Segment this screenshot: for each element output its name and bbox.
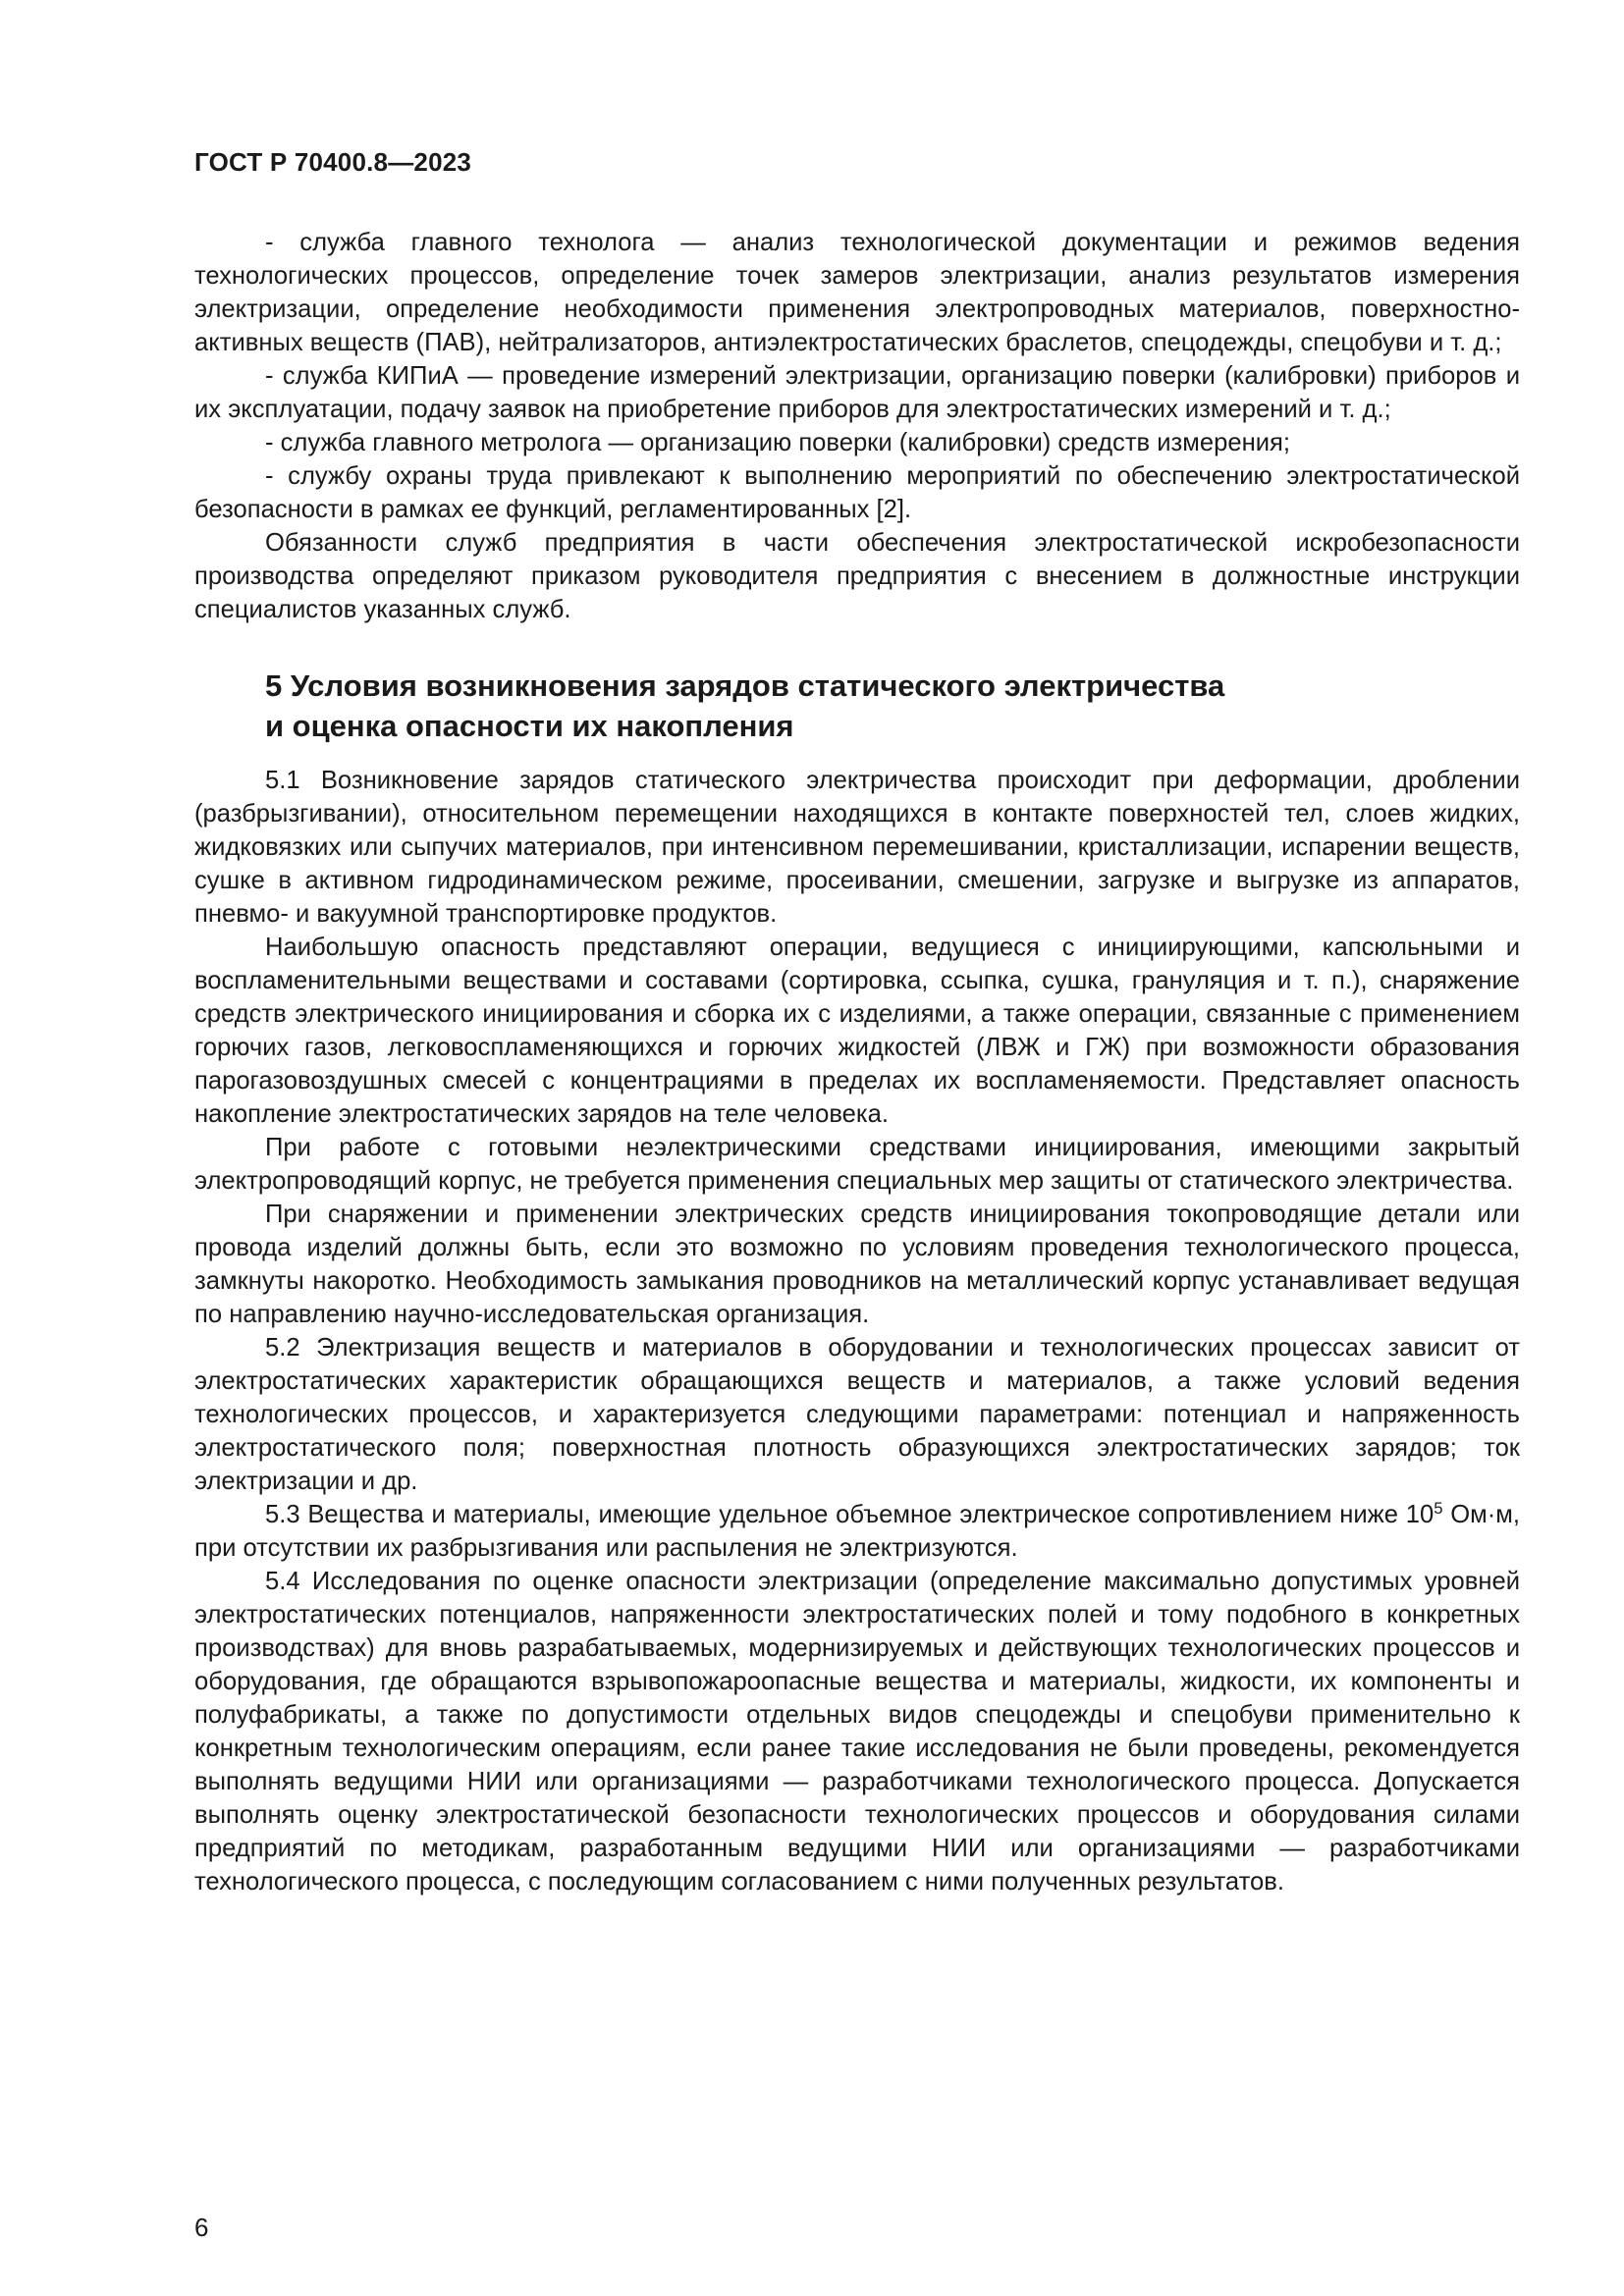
paragraph-5-1: 5.1 Возникновение зарядов статического электричества происходит при деформации, дроблении (разбрызгивании), относительном перемещении находящихся в контакте поверхностей тел, слоев жидких, жидковязких или сыпучих материалов, при интенсивном перемешивании, кристаллизации, испарении веществ, сушке в активном гидродинамическом режиме, просеивании, смешении, загрузке и выгрузке из аппаратов, пневмо- и вакуумной транспортировке продуктов.: [194, 767, 1520, 928]
paragraph-electric-initiators: При снаряжении и применении электрических средств инициирования токопроводящие детали или провода изделий должны быть, если это возможно по условиям проведения технологического процесса, замкнуты накоротко. Необходимость замыкания проводников на металлический корпус устанавливает ведущая по направлению научно-исследовательская организация.: [194, 1201, 1520, 1328]
paragraph-kipia-service: - служба КИПиА — проведение измерений электризации, организацию поверки (калибровки) приборов и их эксплуатации, подачу заявок на приобретение приборов для электростатических измерений и т. д.;: [194, 362, 1520, 423]
page-number: 6: [194, 2213, 209, 2242]
paragraph-5-4: 5.4 Исследования по оценке опасности электризации (определение максимально допустимых уровней электростатических потенциалов, напряженности электростатических полей и тому подобного в конкретных производствах) для вновь разрабатываемых, модернизируемых и действующих технологических процессов и оборудования, где обращаются взрывопожароопасные вещества и материалы, жидкости, их компоненты и полуфабрикаты, а также по допустимости отдельных видов спецодежды и спецобуви применительно к конкретным технологическим операциям, если ранее такие исследования не были проведены, рекомендуется выполнять ведущими НИИ или организациями — разработчиками технологического процесса. Допускается выполнять оценку электростатической безопасности технологических процессов и оборудования силами предприятий по методикам, разработанным ведущими НИИ или организациями — разработчиками технологического процесса, с последующим согласованием с ними полученных результатов.: [194, 1568, 1520, 1896]
section-heading: [265, 666, 1520, 746]
paragraph-non-electric-initiators: При работе с готовыми неэлектрическими средствами инициирования, имеющими закрытый электропроводящий корпус, не требуется применения специальных мер защиты от статического электричества.: [194, 1134, 1520, 1195]
paragraph-5-3-after: Ом·м, при отсутствии их разбрызгивания или распыления не электризуются.: [194, 1501, 1520, 1562]
document-code: ГОСТ Р 70400.8—2023: [194, 147, 472, 177]
paragraph-tech-service: - служба главного технолога — анализ технологической документации и режимов ведения технологических процессов, определение точек замеров электризации, анализ результатов измерения электризации, определение необходимости применения электропроводных материалов, поверхностно-активных веществ (ПАВ), нейтрализаторов, антиэлектростатических браслетов, спецодежды, спецобуви и т. д.;: [194, 229, 1520, 356]
section-heading-line1: 5 Условия возникновения зарядов статического электричества: [265, 668, 1225, 703]
paragraph-metrology-service: - служба главного метролога — организацию поверки (калибровки) средств измерения;: [265, 429, 1290, 456]
exponent: 5: [1434, 1498, 1443, 1518]
page-body: [194, 226, 1520, 1898]
paragraph-duties: Обязанности служб предприятия в части обеспечения электростатической искробезопасности производства определяют приказом руководителя предприятия с внесением в должностные инструкции специалистов указанных служб.: [194, 529, 1520, 623]
section-heading-line2: и оценка опасности их накопления: [265, 709, 794, 743]
paragraph-5-3: [194, 1498, 1520, 1565]
paragraph-5-2: 5.2 Электризация веществ и материалов в оборудовании и технологических процессах зависит от электростатических характеристик обращающихся веществ и материалов, а также условий ведения технологических процессов, и характеризуется следующими параметрами: потенциал и напряженность электростатического поля; поверхностная плотность образующихся электростатических зарядов; ток электризации и др.: [194, 1334, 1520, 1495]
paragraph-safety-service: - службу охраны труда привлекают к выполнению мероприятий по обеспечению электростатической безопасности в рамках ее функций, регламентированных [2].: [194, 462, 1520, 523]
paragraph-5-3-before: 5.3 Вещества и материалы, имеющие удельное объемное электрическое сопротивлением ниже 10: [265, 1501, 1435, 1528]
paragraph-greatest-danger: Наибольшую опасность представляют операции, ведущиеся с инициирующими, капсюльными и воспламенительными веществами и составами (сортировка, ссыпка, сушка, грануляция и т. п.), снаряжение средств электрического инициирования и сборка их с изделиями, а также операции, связанные с применением горючих газов, легковоспламеняющихся и горючих жидкостей (ЛВЖ и ГЖ) при возможности образования парогазовоздушных смесей с концентрациями в пределах их воспламеняемости. Представляет опасность накопление электростатических зарядов на теле человека.: [194, 934, 1520, 1128]
